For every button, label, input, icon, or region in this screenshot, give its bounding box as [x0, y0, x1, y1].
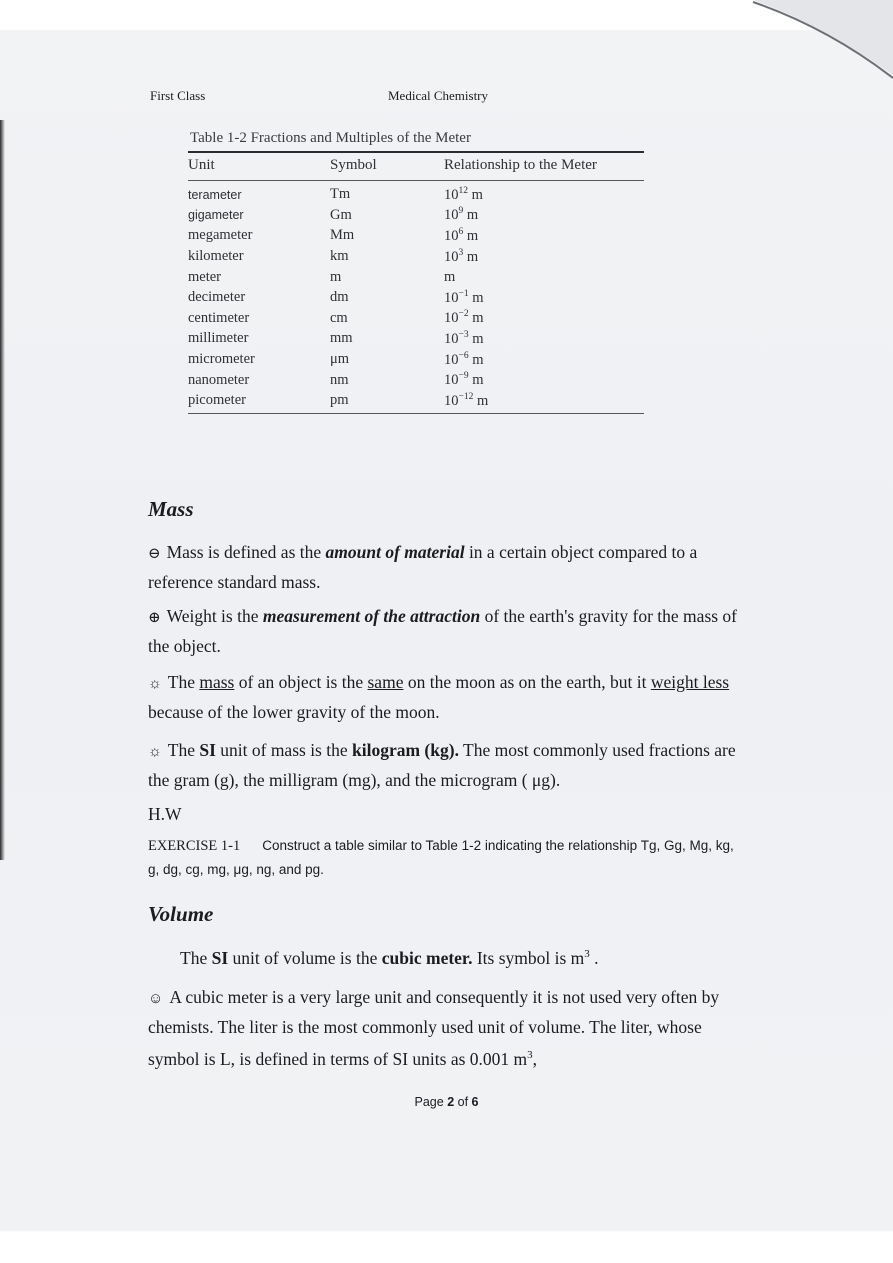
unit-cell: micrometer [188, 351, 255, 368]
symbol-cell: cm [330, 309, 348, 326]
table-row [188, 267, 644, 288]
volume-heading: Volume [148, 902, 214, 926]
relationship-cell: $10^{-12}$ m [444, 391, 489, 409]
unit-cell: picometer [188, 392, 246, 409]
table-row [188, 226, 644, 247]
meter-fractions-table [188, 130, 644, 414]
relationship-cell: $10^3$ m [444, 247, 479, 265]
symbol-cell: m [330, 268, 342, 285]
table-bottom-rule [188, 413, 644, 414]
column-header-relationship: Relationship to the Meter [444, 156, 597, 173]
course-label: First Class [150, 88, 206, 103]
table-row [188, 370, 644, 391]
table-row [188, 349, 644, 370]
table-row [188, 185, 644, 206]
table-caption: Table 1-2 Fractions and Multiples of the Meter [190, 130, 471, 146]
plus-circle-bullet-icon: ⊕ [148, 610, 161, 626]
mass-definition-paragraph: ⊖ Mass is defined as the amount of material in a certain object compared to a reference standard mass. [148, 542, 698, 592]
table-row [188, 390, 644, 411]
relationship-cell: $10^{12}$ m [444, 185, 483, 203]
unit-cell: megameter [188, 227, 253, 244]
relationship-cell: $10^{-6}$ m [444, 350, 484, 368]
table-row [188, 246, 644, 267]
column-header-symbol: Symbol [330, 156, 377, 173]
si-volume-unit-paragraph: The SI unit of volume is the cubic meter. Its symbol is $m^3$ . [180, 947, 599, 968]
symbol-cell: mm [330, 330, 353, 347]
unit-cell: terameter [188, 187, 242, 202]
table-header-row [188, 153, 644, 181]
symbol-cell: Tm [330, 186, 351, 203]
relationship-cell: $10^{-2}$ m [444, 309, 484, 327]
page-number: Page 2 of 6 [414, 1095, 479, 1109]
relationship-cell: m [444, 269, 456, 286]
moon-mass-paragraph: ☼ The mass of an object is the same on the moon as on the earth, but it weight less because of the lower gravity of the moon. [148, 672, 730, 722]
relationship-cell: $10^{-9}$ m [444, 371, 484, 389]
liter-paragraph: ☺ A cubic meter is a very large unit and consequently it is not used very often by chemists. The liter is the most commonly used unit of volume. The liter, whose symbol is L, is defined in terms of SI units as 0.001 $m^3$, [148, 987, 720, 1069]
column-header-unit: Unit [188, 156, 215, 173]
smiley-bullet-icon: ☺ [148, 991, 164, 1007]
symbol-cell: μm [330, 351, 350, 368]
exercise-tag: EXERCISE 1-1 [148, 838, 241, 854]
symbol-cell: Gm [330, 206, 352, 223]
unit-cell: centimeter [188, 309, 250, 326]
si-mass-unit-paragraph: ☼ The SI unit of mass is the kilogram (kg). The most commonly used fractions are the gram (g), the milligram (mg), and the microgram ( μg). [148, 740, 736, 790]
symbol-cell: dm [330, 289, 349, 306]
table-row [188, 205, 644, 226]
unit-cell: millimeter [188, 330, 249, 347]
relationship-cell: $10^{-1}$ m [444, 288, 484, 306]
unit-cell: decimeter [188, 289, 246, 306]
unit-cell: nanometer [188, 371, 250, 388]
table-row [188, 329, 644, 350]
minus-circle-bullet-icon: ⊖ [148, 546, 161, 562]
symbol-cell: km [330, 248, 349, 265]
unit-cell: meter [188, 268, 222, 285]
unit-cell: kilometer [188, 248, 244, 265]
folded-corner-shadow [693, 0, 893, 120]
homework-label: H.W [148, 804, 182, 824]
weight-definition-paragraph: ⊕ Weight is the measurement of the attraction of the earth's gravity for the mass of the object. [148, 606, 738, 656]
table-row [188, 287, 644, 308]
sun-bullet-icon: ☼ [148, 744, 162, 760]
mass-heading: Mass [148, 497, 194, 521]
exercise-block [148, 834, 748, 882]
subject-title: Medical Chemistry [388, 88, 489, 103]
symbol-cell: pm [330, 392, 349, 409]
exercise-text: Construct a table similar to Table 1-2 indicating the relationship Tg, Gg, Mg, kg, g, dg, cg, mg, μg, ng, and pg. [148, 838, 734, 877]
table-row [188, 308, 644, 329]
symbol-cell: Mm [330, 227, 355, 244]
relationship-cell: $10^9$ m [444, 206, 479, 224]
symbol-cell: nm [330, 371, 349, 388]
relationship-cell: $10^{-3}$ m [444, 330, 484, 347]
sun-bullet-icon: ☼ [148, 676, 162, 692]
relationship-cell: $10^6$ m [444, 227, 479, 244]
unit-cell: gigameter [188, 208, 244, 223]
binding-shadow [0, 120, 5, 860]
